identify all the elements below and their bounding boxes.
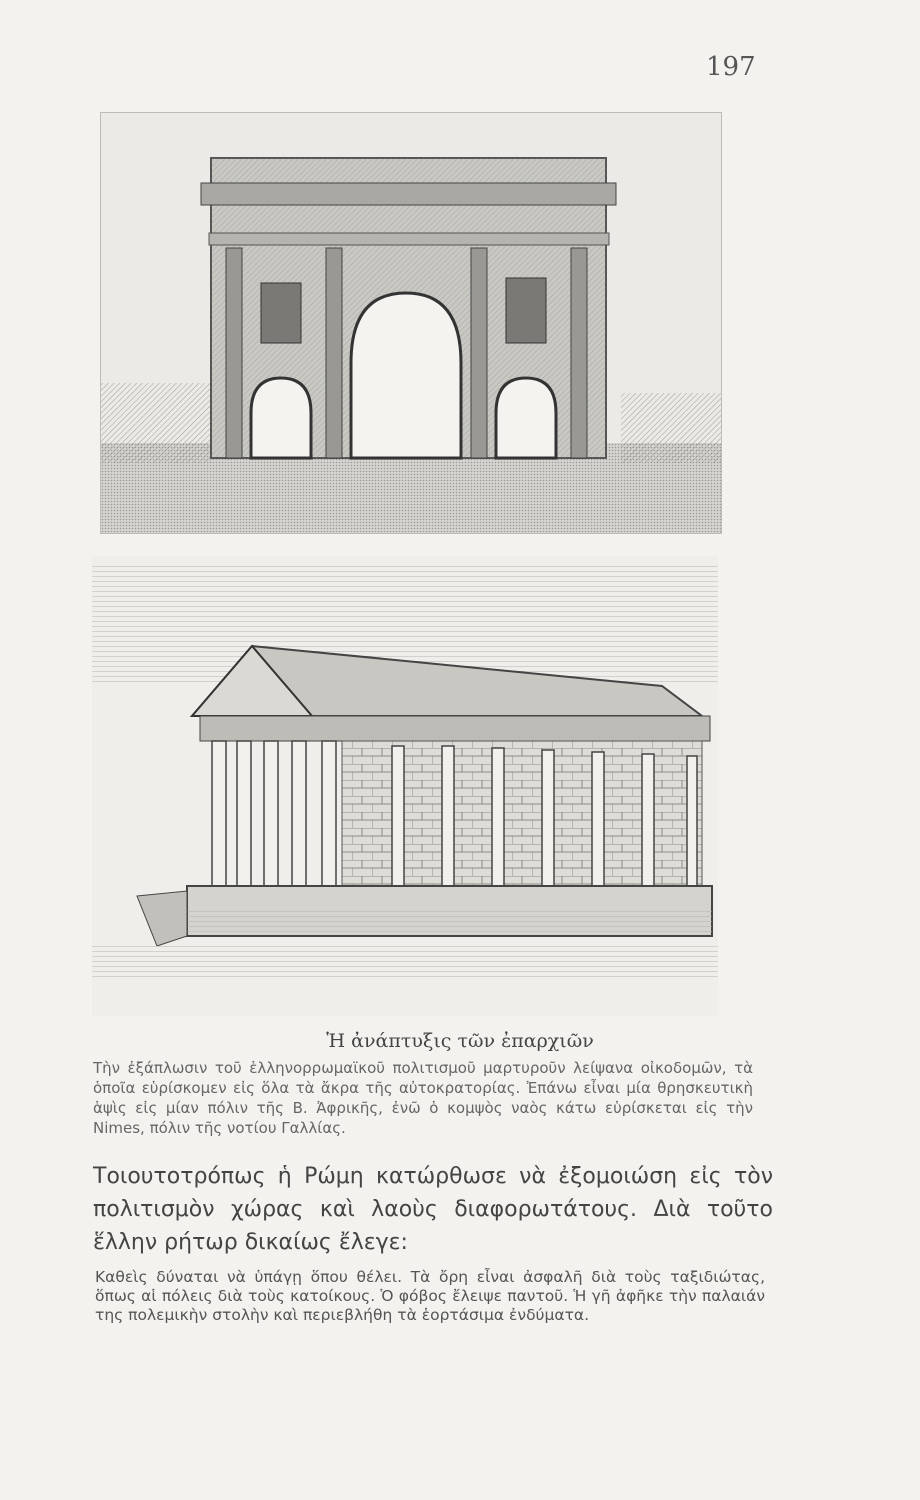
caption-text: Τὴν ἐξάπλωσιν τοῦ ἑλληνορρωμαϊκοῦ πολιτισμοῦ μαρτυροῦν λείψανα οἰκοδομῶν, τὰ ὁποῖα εὑρίσκομεν εἰς ὅλα τὰ ἄκρα τῆς αὐτοκρατορίας. Ἐπάνω εἶναι μία θρησκευτικὴ ἁψὶς εἰς μίαν πόλιν τῆς Β. Ἀφρικῆς, ἐνῶ ὁ κομψὸς ναὸς κάτω εὑρίσκεται εἰς τὴν Nimes, πόλιν τῆς νοτίου Γαλλίας. (93, 1059, 753, 1137)
roman-temple-engraving-icon (92, 556, 718, 1016)
body-paragraph: Τοιουτοτρόπως ἡ Ρώμη κατώρθωσε νὰ ἐξομοιώση εἰς τὸν πολιτισμὸν χώρας καὶ λαοὺς διαφορωτάτους. Διὰ τοῦτο ἕλλην ρήτωρ δικαίως ἔλεγε: (93, 1164, 773, 1255)
page-number: 197 (706, 52, 756, 82)
temple-illustration (92, 556, 718, 1016)
arch-illustration (100, 112, 722, 534)
triumphal-arch-engraving-icon (101, 113, 721, 533)
quoted-passage: Καθεὶς δύναται νὰ ὑπάγῃ ὅπου θέλει. Τὰ ὄρη εἶναι ἀσφαλῆ διὰ τοὺς ταξιδιώτας, ὅπως αἱ πόλεις διὰ τοὺς κατοίκους. Ὁ φόβος ἔλειψε παντοῦ. Ἡ γῆ ἀφῆκε τὴν παλαιάν της πολεμικὴν στολὴν καὶ περιεβλήθη τὰ ἑορτάσιμα ἐνδύματα. (95, 1268, 765, 1324)
caption-title: Ἡ ἀνάπτυξις τῶν ἐπαρχιῶν (326, 1030, 594, 1052)
